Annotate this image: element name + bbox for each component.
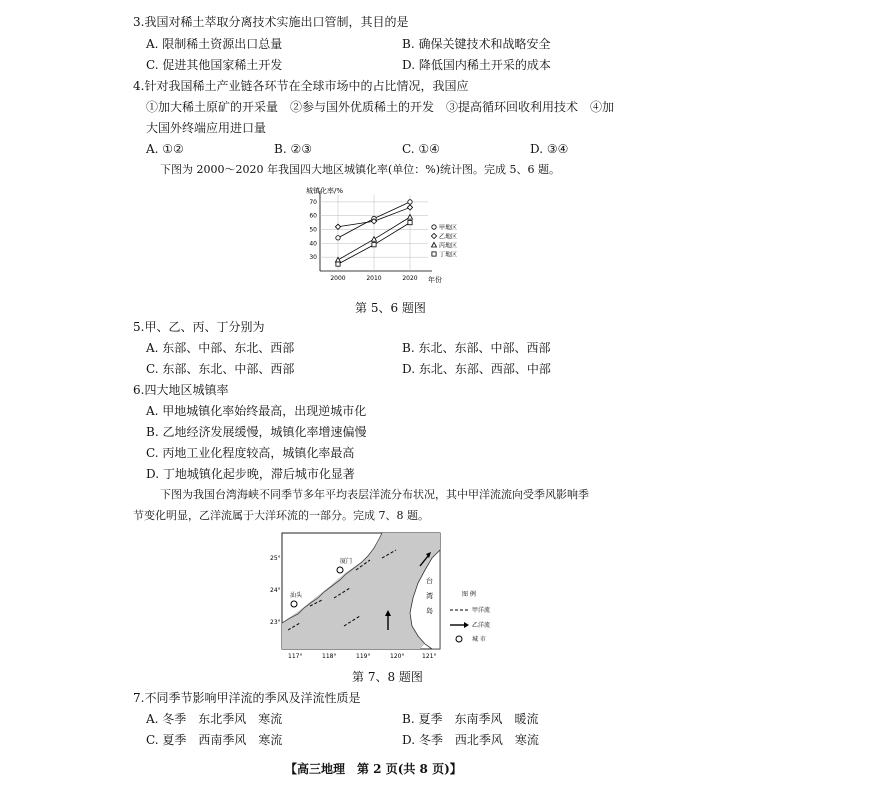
q6-option-a: A. 甲地城镇化率始终最高，出现逆城市化 bbox=[146, 404, 367, 418]
intro-5-6: 下图为 2000～2020 年我国四大地区城镇化率(单位：%)统计图。完成 5、6 题。 bbox=[160, 163, 561, 176]
q3-option-c: C. 促进其他国家稀土开发 bbox=[146, 58, 283, 72]
q4-choices-line1: ①加大稀土原矿的开采量 ②参与国外优质稀土的开发 ③提高循环回收利用技术 ④加 bbox=[146, 100, 615, 114]
city-shantou-marker bbox=[291, 601, 297, 607]
q4-option-a: A. ①② bbox=[146, 142, 184, 156]
lon-121: 121° bbox=[422, 653, 437, 660]
q6-option-c: C. 丙地工业化程度较高，城镇化率最高 bbox=[146, 446, 355, 460]
chart-point-circle bbox=[408, 200, 412, 204]
chart-point-square bbox=[372, 243, 376, 247]
q4-option-d: D. ③④ bbox=[530, 142, 569, 156]
legend-title: 图 例 bbox=[462, 591, 476, 598]
legend-city-label: 城 市 bbox=[472, 636, 486, 643]
legend-yi-arrow bbox=[464, 622, 469, 628]
chart-x-tick-label: 2010 bbox=[366, 275, 382, 282]
taiwan-strait-map bbox=[270, 528, 510, 663]
chart-point-triangle bbox=[336, 257, 341, 262]
legend-yi-label: 乙洋流 bbox=[472, 622, 491, 629]
q7-option-b: B. 夏季 东南季风 暖流 bbox=[402, 712, 539, 726]
chart-legend-label: 丁地区 bbox=[439, 251, 458, 259]
lon-117: 117° bbox=[288, 653, 303, 660]
chart-point-square bbox=[408, 221, 412, 225]
q6-option-d: D. 丁地城镇化起步晚，滞后城市化显著 bbox=[146, 467, 355, 481]
page-footer: 【高三地理 第 2 页(共 8 页)】 bbox=[285, 762, 462, 776]
q3-option-b: B. 确保关键技术和战略安全 bbox=[402, 37, 551, 51]
chart-y-tick-label: 40 bbox=[309, 240, 317, 248]
q3-option-d: D. 降低国内稀土开采的成本 bbox=[402, 58, 551, 72]
lat-24: 24° bbox=[270, 587, 281, 594]
legend-city-symbol bbox=[456, 636, 462, 642]
lat-23: 23° bbox=[270, 619, 281, 626]
taiwan-label-1: 台 bbox=[426, 577, 433, 585]
q5-stem: 5.甲、乙、丙、丁分别为 bbox=[133, 320, 265, 334]
intro-7-8-line2: 节变化明显，乙洋流属于大洋环流的一部分。完成 7、8 题。 bbox=[133, 509, 429, 522]
q3-stem: 3.我国对稀土萃取分离技术实施出口管制，其目的是 bbox=[133, 15, 409, 29]
q7-option-c: C. 夏季 西南季风 寒流 bbox=[146, 733, 283, 747]
chart-point-circle bbox=[432, 225, 436, 229]
q6-stem: 6.四大地区城镇率 bbox=[133, 383, 229, 397]
q7-option-d: D. 冬季 西北季风 寒流 bbox=[402, 733, 539, 747]
chart-y-tick-label: 60 bbox=[309, 212, 317, 220]
chart-point-triangle bbox=[408, 215, 413, 220]
figure-7-8-caption: 第 7、8 题图 bbox=[352, 670, 423, 684]
q4-option-b: B. ②③ bbox=[274, 142, 312, 156]
q3-option-a: A. 限制稀土资源出口总量 bbox=[146, 37, 283, 51]
taiwan-label-3: 岛 bbox=[426, 607, 433, 615]
chart-legend-label: 丙地区 bbox=[439, 242, 458, 250]
chart-y-tick-label: 50 bbox=[309, 226, 317, 234]
intro-7-8-line1: 下图为我国台湾海峡不同季节多年平均表层洋流分布状况，其中甲洋流流向受季风影响季 bbox=[160, 488, 589, 501]
q5-option-c: C. 东部、东北、中部、西部 bbox=[146, 362, 295, 376]
q4-stem: 4.针对我国稀土产业链各环节在全球市场中的占比情况，我国应 bbox=[133, 79, 469, 93]
chart-ylabel: 城镇化率/% bbox=[306, 187, 344, 195]
q7-option-a: A. 冬季 东北季风 寒流 bbox=[146, 712, 283, 726]
q5-option-d: D. 东北、东部、西部、中部 bbox=[402, 362, 551, 376]
chart-point-triangle bbox=[372, 237, 377, 242]
lon-118: 118° bbox=[322, 653, 337, 660]
chart-point-square bbox=[432, 252, 436, 256]
lon-120: 120° bbox=[390, 653, 405, 660]
lat-25: 25° bbox=[270, 555, 281, 562]
q7-stem: 7.不同季节影响甲洋流的季风及洋流性质是 bbox=[133, 691, 361, 705]
chart-y-tick-label: 30 bbox=[309, 254, 317, 262]
city-shantou-label: 汕头 bbox=[290, 592, 303, 599]
q4-option-c: C. ①④ bbox=[402, 142, 440, 156]
chart-legend-label: 乙地区 bbox=[439, 233, 458, 241]
city-xiamen-label: 厦门 bbox=[340, 558, 353, 565]
chart-point-diamond bbox=[335, 224, 340, 229]
urbanization-chart bbox=[300, 183, 470, 293]
lon-119: 119° bbox=[356, 653, 371, 660]
q5-option-a: A. 东部、中部、东北、西部 bbox=[146, 341, 295, 355]
chart-legend-label: 甲地区 bbox=[439, 224, 458, 232]
figure-5-6-caption: 第 5、6 题图 bbox=[355, 301, 426, 315]
city-xiamen-marker bbox=[337, 567, 343, 573]
q4-choices-line2: 大国外终端应用进口量 bbox=[146, 121, 267, 135]
q5-option-b: B. 东北、东部、中部、西部 bbox=[402, 341, 551, 355]
chart-x-tick-label: 2000 bbox=[330, 275, 346, 282]
chart-point-diamond bbox=[431, 233, 436, 238]
chart-x-tick-label: 2020 bbox=[402, 275, 418, 282]
chart-point-circle bbox=[336, 236, 340, 240]
taiwan-label-2: 湾 bbox=[426, 592, 433, 600]
chart-point-triangle bbox=[432, 242, 437, 247]
chart-xlabel: 年份 bbox=[428, 276, 442, 284]
chart-y-tick-label: 70 bbox=[309, 198, 317, 206]
chart-point-square bbox=[336, 262, 340, 266]
q6-option-b: B. 乙地经济发展缓慢，城镇化率增速偏慢 bbox=[146, 425, 367, 439]
chart-point-diamond bbox=[407, 205, 412, 210]
legend-jia-label: 甲洋流 bbox=[472, 607, 491, 614]
